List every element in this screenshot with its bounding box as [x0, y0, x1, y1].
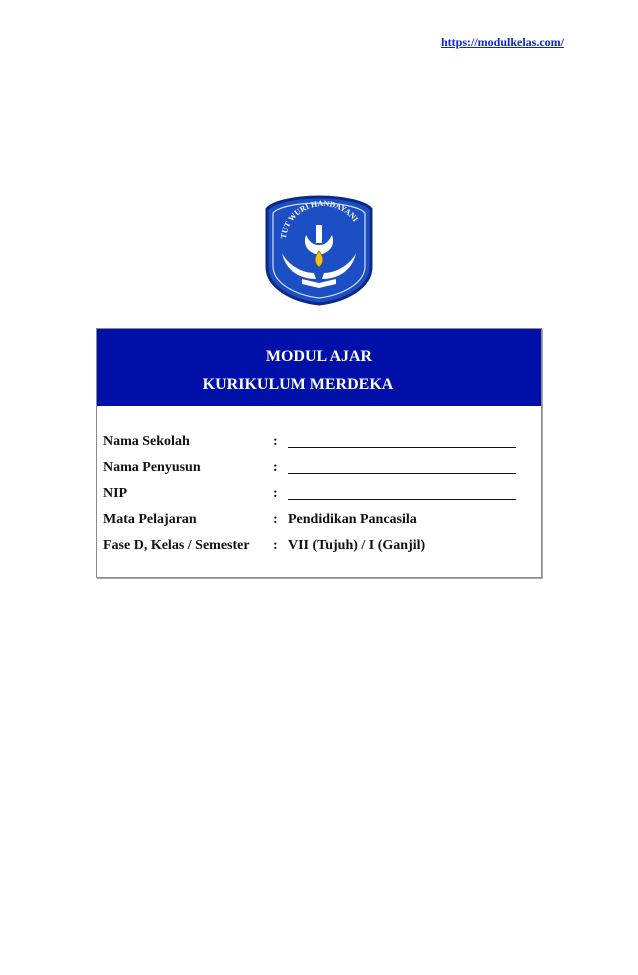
row-nip — [97, 486, 541, 512]
row-label: Nama Sekolah — [103, 434, 190, 449]
row-label: Fase D, Kelas / Semester — [103, 538, 250, 553]
blank-fill-line — [288, 473, 516, 474]
row-nama-sekolah — [97, 434, 541, 460]
row-separator: : — [273, 538, 278, 553]
row-fase-kelas-semester — [97, 538, 541, 564]
row-nama-penyusun — [97, 460, 541, 486]
row-separator: : — [273, 512, 278, 527]
blank-fill-line — [288, 447, 516, 448]
row-label: Nama Penyusun — [103, 460, 201, 475]
tut-wuri-handayani-logo — [262, 195, 376, 306]
card-header — [97, 329, 541, 406]
website-link[interactable]: https://modulkelas.com/ — [440, 35, 564, 49]
row-mata-pelajaran — [97, 512, 541, 538]
row-separator: : — [273, 434, 278, 449]
module-title: MODUL AJAR — [265, 348, 373, 365]
row-value: VII (Tujuh) / I (Ganjil) — [288, 538, 426, 553]
module-info-card — [96, 328, 542, 578]
row-label: Mata Pelajaran — [103, 512, 197, 527]
row-label: NIP — [103, 486, 128, 501]
row-separator: : — [273, 486, 278, 501]
blank-fill-line — [288, 499, 516, 500]
logo-motto: TUT WURI HANDAYANI — [278, 198, 361, 240]
row-separator: : — [273, 460, 278, 475]
info-rows — [97, 434, 541, 564]
curriculum-title: KURIKULUM MERDEKA — [202, 376, 394, 393]
row-value: Pendidikan Pancasila — [288, 512, 417, 527]
